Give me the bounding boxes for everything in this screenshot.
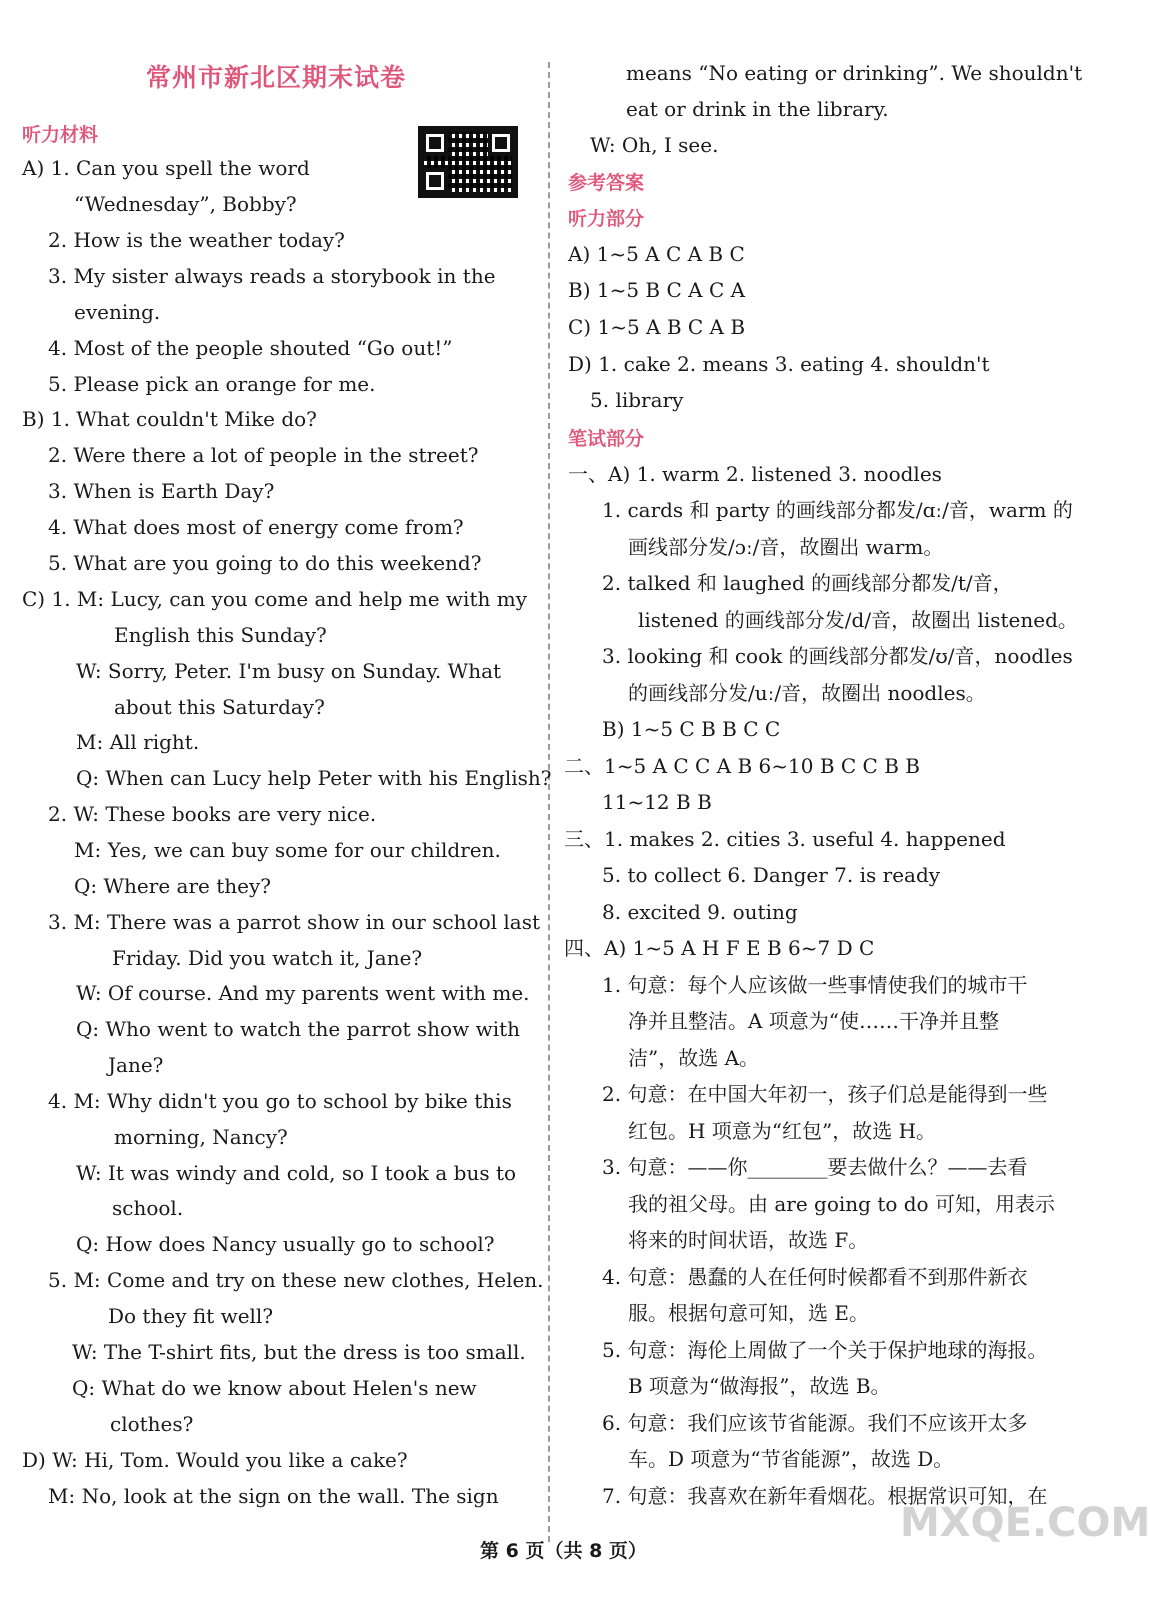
text-line: 5. to collect 6. Danger 7. is ready [602,863,941,887]
text-line: 11~12 B B [602,790,712,814]
text-line: evening. [74,300,161,324]
text-line: Q: Where are they? [74,874,271,898]
text-line: 我的祖父母。由 are going to do 可知，用表示 [628,1192,1055,1216]
text-line: Jane? [108,1053,164,1077]
text-line: W: Of course. And my parents went with me. [76,981,530,1005]
text-line: 5. Please pick an orange for me. [48,372,376,396]
text-line: Friday. Did you watch it, Jane? [112,946,423,970]
text-line: 一、A) 1. warm 2. listened 3. noodles [568,462,942,486]
text-line: eat or drink in the library. [626,97,889,121]
text-line: 6. 句意：我们应该节省能源。我们不应该开太多 [602,1411,1028,1435]
section-listening-part: 听力部分 [568,208,645,230]
text-line: Q: What do we know about Helen's new [72,1376,477,1400]
section-written-part: 笔试部分 [568,428,645,450]
text-line: 1. 句意：每个人应该做一些事情使我们的城市干 [602,973,1028,997]
text-line: B) 1. What couldn't Mike do? [22,407,317,431]
text-line: W: It was windy and cold, so I took a bus to [76,1161,517,1185]
page-title: 常州市新北区期末试卷 [146,63,407,92]
text-line: C) 1~5 A B C A B [568,315,746,339]
text-line: B) 1~5 B C A C A [568,278,746,302]
text-line: 5. 句意：海伦上周做了一个关于保护地球的海报。 [602,1338,1048,1362]
text-line: B 项意为“做海报”，故选 B。 [628,1374,891,1398]
text-line: 4. 句意：愚蠢的人在任何时候都看不到那件新衣 [602,1265,1028,1289]
text-line: D) W: Hi, Tom. Would you like a cake? [22,1448,408,1472]
text-line: M: No, look at the sign on the wall. The sign [48,1484,499,1508]
text-line: 净并且整洁。A 项意为“使……干净并且整 [628,1009,1000,1033]
text-line: 红包。H 项意为“红包”，故选 H。 [628,1119,937,1143]
text-line: B) 1~5 C B B C C [602,717,781,741]
text-line: 4. Most of the people shouted “Go out!” [48,336,453,360]
text-line: 2. talked 和 laughed 的画线部分都发/t/音， [602,571,1013,595]
text-line: Q: How does Nancy usually go to school? [76,1232,495,1256]
text-line: 服。根据句意可知，选 E。 [628,1301,869,1325]
text-line: 三、1. makes 2. cities 3. useful 4. happened [564,827,1006,851]
text-line: 画线部分发/ɔː/音，故圈出 warm。 [628,535,944,559]
text-line: morning, Nancy? [114,1125,288,1149]
text-line: 3. looking 和 cook 的画线部分都发/ʊ/音，noodles [602,644,1073,668]
watermark-logo: MXQE.COM [900,1500,1150,1546]
text-line: 四、A) 1~5 A H F E B 6~7 D C [564,936,875,960]
page-footer: 第 6 页（共 8 页） [480,1540,647,1562]
text-line: 3. 句意：——你________要去做什么？——去看 [602,1155,1028,1179]
text-line: 5. M: Come and try on these new clothes, Helen. [48,1268,544,1292]
text-line: 2. W: These books are very nice. [48,802,377,826]
text-line: 3. My sister always reads a storybook in the [48,264,496,288]
text-line: M: All right. [76,730,200,754]
text-line: 1. cards 和 party 的画线部分都发/ɑː/音，warm 的 [602,498,1073,522]
text-line: listened 的画线部分发/d/音，故圈出 listened。 [638,608,1078,632]
text-line: 车。D 项意为“节省能源”，故选 D。 [628,1447,954,1471]
text-line: 的画线部分发/uː/音，故圈出 noodles。 [628,681,986,705]
text-line: M: Yes, we can buy some for our children. [74,838,501,862]
text-line: W: Sorry, Peter. I'm busy on Sunday. What [76,659,502,683]
text-line: Q: Who went to watch the parrot show with [76,1017,521,1041]
text-line: A) 1~5 A C A B C [568,242,745,266]
text-line: means “No eating or drinking”. We shouldn't [626,61,1083,85]
column-divider [548,62,550,1542]
text-line: 洁”，故选 A。 [628,1046,760,1070]
section-listening-material: 听力材料 [22,124,99,146]
text-line: clothes? [110,1412,194,1436]
text-line: 2. How is the weather today? [48,228,345,252]
qr-code-icon [418,126,518,198]
text-line: W: The T-shirt fits, but the dress is too small. [72,1340,526,1364]
text-line: W: Oh, I see. [590,133,719,157]
text-line: A) 1. Can you spell the word [22,156,310,180]
text-line: 5. library [590,388,684,412]
text-line: “Wednesday”, Bobby? [74,192,297,216]
section-reference-answers: 参考答案 [568,172,645,194]
text-line: 8. excited 9. outing [602,900,798,924]
text-line: about this Saturday? [114,695,325,719]
text-line: 4. What does most of energy come from? [48,515,464,539]
text-line: C) 1. M: Lucy, can you come and help me with my [22,587,527,611]
text-line: 3. M: There was a parrot show in our school last [48,910,540,934]
text-line: Do they fit well? [108,1304,274,1328]
text-line: 4. M: Why didn't you go to school by bike this [48,1089,512,1113]
text-line: 将来的时间状语，故选 F。 [628,1228,869,1252]
text-line: 5. What are you going to do this weekend? [48,551,482,575]
text-line: 二、1~5 A C C A B 6~10 B C C B B [564,754,920,778]
text-line: 3. When is Earth Day? [48,479,275,503]
text-line: Q: When can Lucy help Peter with his English? [76,766,552,790]
text-line: 7. 句意：我喜欢在新年看烟花。根据常识可知，在 [602,1484,1048,1508]
text-line: 2. 句意：在中国大年初一，孩子们总是能得到一些 [602,1082,1048,1106]
text-line: D) 1. cake 2. means 3. eating 4. shouldn't [568,352,990,376]
text-line: English this Sunday? [114,623,327,647]
text-line: school. [112,1196,184,1220]
text-line: 2. Were there a lot of people in the street? [48,443,479,467]
